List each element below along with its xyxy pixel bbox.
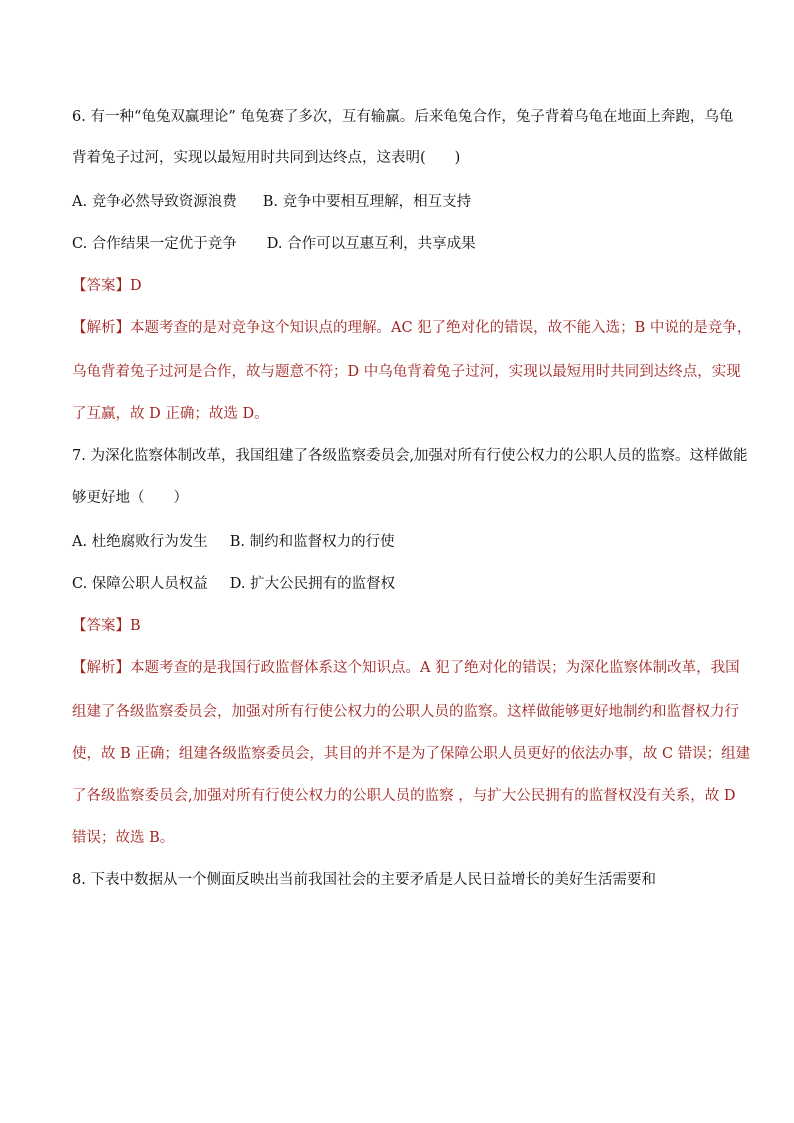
q8-stem-line-1: 8. 下表中数据从一个侧面反映出当前我国社会的主要矛盾是人民日益增长的美好生活需要和 bbox=[72, 872, 656, 888]
q7-analysis-line-5: 错误；故选 B。 bbox=[72, 830, 175, 846]
q6-option-b: B. 竞争中要相互理解，相互支持 bbox=[262, 194, 472, 210]
q6-option-c: C. 合作结果一定优于竞争 bbox=[72, 236, 237, 252]
q6-options-row-1 bbox=[72, 192, 471, 212]
q6-analysis-line-1: 【解析】本题考查的是对竞争这个知识点的理解。AC 犯了绝对化的错误，故不能入选；B 中说的是竞争， bbox=[72, 320, 752, 336]
q6-stem-line-2: 背着兔子过河，实现以最短用时共同到达终点，这表明( ) bbox=[72, 150, 461, 166]
q7-analysis-line-3: 使，故 B 正确；组建各级监察委员会，其目的并不是为了保障公职人员更好的依法办事，故 C 错误；组建 bbox=[72, 746, 751, 762]
q7-option-c: C. 保障公职人员权益 bbox=[72, 576, 208, 592]
q7-option-b: B. 制约和监督权力的行使 bbox=[229, 534, 395, 550]
q6-options-row-2 bbox=[72, 234, 476, 254]
q7-analysis-line-4: 了各级监察委员会,加强对所有行使公权力的公职人员的监察 ，与扩大公民拥有的监督权没有关系，故 D bbox=[72, 788, 736, 804]
q7-option-a: A. 杜绝腐败行为发生 bbox=[72, 534, 208, 550]
q7-options-row-1 bbox=[72, 532, 395, 552]
q6-analysis-line-3: 了互赢，故 D 正确；故选 D。 bbox=[72, 406, 269, 422]
q6-answer: 【答案】D bbox=[72, 278, 142, 294]
q6-option-a: A. 竞争必然导致资源浪费 bbox=[72, 194, 237, 210]
q6-option-d: D. 合作可以互惠互利，共享成果 bbox=[266, 236, 476, 252]
q7-option-d: D. 扩大公民拥有的监督权 bbox=[229, 576, 396, 592]
q7-options-row-2 bbox=[72, 574, 395, 594]
q7-analysis-line-1: 【解析】本题考查的是我国行政监督体系这个知识点。A 犯了绝对化的错误；为深化监察体制改革，我国 bbox=[72, 660, 740, 676]
q7-stem-line-2: 够更好地（ ） bbox=[72, 490, 188, 506]
q7-analysis-line-2: 组建了各级监察委员会，加强对所有行使公权力的公职人员的监察。这样做能够更好地制约和监督权力行 bbox=[72, 704, 739, 720]
q7-stem-line-1: 7. 为深化监察体制改革，我国组建了各级监察委员会,加强对所有行使公权力的公职人员的监察。这样做能 bbox=[72, 448, 748, 464]
q6-analysis-line-2: 乌龟背着兔子过河是合作，故与题意不符；D 中乌龟背着兔子过河，实现以最短用时共同到达终点，实现 bbox=[72, 364, 741, 380]
q7-answer: 【答案】B bbox=[72, 618, 141, 634]
q6-stem-line-1: 6. 有一种“龟兔双赢理论” 龟兔赛了多次，互有输赢。后来龟兔合作，兔子背着乌龟在地面上奔跑，乌龟 bbox=[72, 109, 734, 125]
